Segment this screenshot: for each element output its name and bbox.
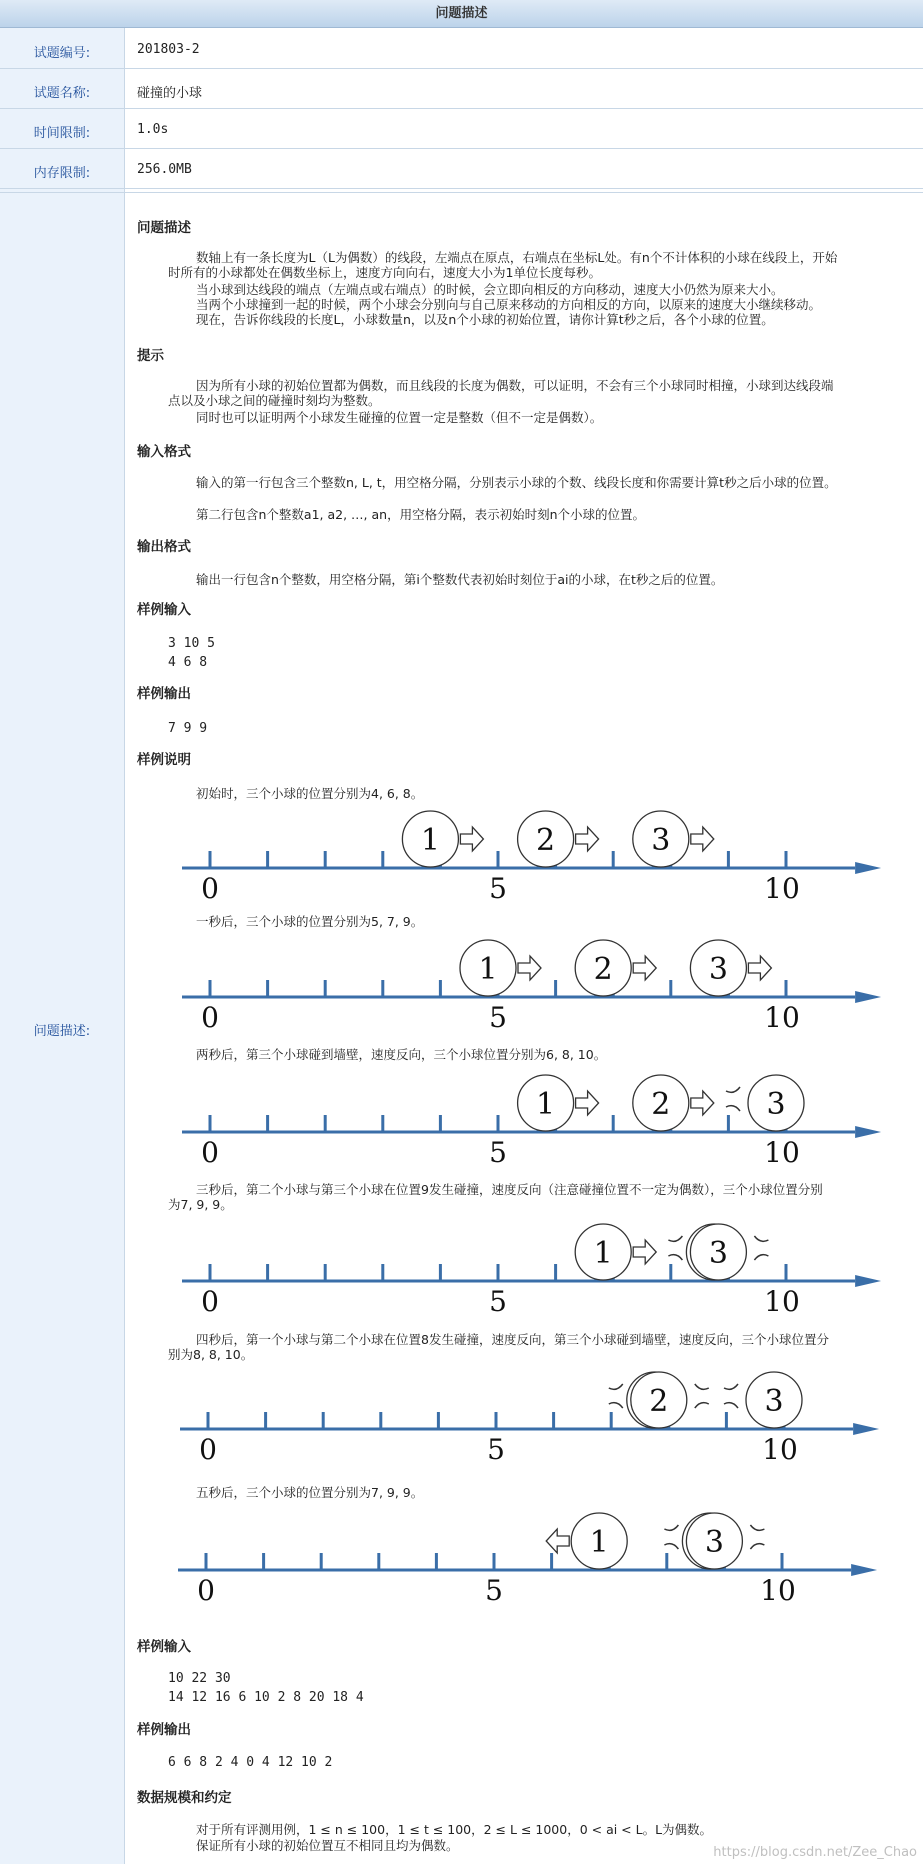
- axis-tick-label: 5: [487, 1433, 505, 1466]
- bounce-arrow: [724, 1384, 738, 1389]
- hint-line: 因为所有小球的初始位置都为偶数，而且线段的长度为偶数，可以证明，不会有三个小球同时相撞，小球到达线段端: [196, 378, 834, 393]
- bounce-arrow: [695, 1403, 709, 1408]
- axis-tick-label: 10: [764, 1001, 800, 1034]
- axis-tick-label: 0: [201, 1285, 219, 1318]
- section-hint-title: 提示: [137, 348, 164, 364]
- section-sample-output-title: 样例输出: [137, 686, 191, 702]
- info-label-name: 试题名称:: [33, 86, 91, 101]
- ball-label: 2: [593, 952, 613, 987]
- explain-caption: 三秒后，第二个小球与第三个小球在位置9发生碰撞，速度反向（注意碰撞位置不一定为偶数），三个小球位置分别: [196, 1182, 823, 1197]
- direction-arrow-left: [546, 1529, 569, 1553]
- bounce-arrow: [609, 1384, 623, 1389]
- sample-output-line: 7 9 9: [168, 721, 208, 736]
- direction-arrow-right: [633, 956, 656, 980]
- info-label-time: 时间限制:: [33, 126, 91, 141]
- bounce-arrow: [664, 1525, 678, 1530]
- bounce-arrow: [668, 1236, 682, 1241]
- axis-tick-label: 10: [764, 1136, 800, 1169]
- sample-input2-line: 10 22 30: [168, 1671, 231, 1686]
- axis-arrowhead: [851, 1564, 877, 1576]
- ball-label: 3: [704, 1525, 724, 1560]
- axis-tick-label: 10: [764, 872, 800, 905]
- section-sample-input2-title: 样例输入: [137, 1639, 191, 1655]
- axis-tick-label: 0: [201, 1136, 219, 1169]
- ball-label: 3: [708, 1236, 728, 1271]
- section-scale-title: 数据规模和约定: [137, 1790, 232, 1806]
- desc-line: 当两个小球撞到一起的时候，两个小球会分别向与自己原来移动的方向相反的方向，以原来的速度大小继续移动。: [196, 297, 822, 312]
- direction-arrow-right: [576, 1091, 599, 1115]
- axis-tick-label: 10: [760, 1574, 796, 1607]
- bounce-arrow: [754, 1255, 768, 1260]
- info-value-time: 1.0s: [137, 122, 169, 137]
- direction-arrow-right: [633, 1240, 656, 1264]
- axis-tick-label: 5: [489, 1136, 507, 1169]
- sample-output2-line: 6 6 8 2 4 0 4 12 10 2: [168, 1755, 333, 1770]
- bounce-arrow: [609, 1403, 623, 1408]
- bounce-arrow: [695, 1384, 709, 1389]
- axis-arrowhead: [855, 1275, 881, 1287]
- hint-line: 同时也可以证明两个小球发生碰撞的位置一定是整数（但不一定是偶数）。: [196, 410, 603, 425]
- bounce-arrow: [668, 1255, 682, 1260]
- hint-line: 点以及小球之间的碰撞时刻均为整数。: [168, 393, 381, 408]
- ball-label: 2: [651, 1087, 671, 1122]
- explain-caption: 四秒后，第一个小球与第二个小球在位置8发生碰撞，速度反向，第三个小球碰到墙壁，速度反向，三个小球位置分: [196, 1332, 829, 1347]
- bounce-arrow: [726, 1106, 740, 1111]
- axis-tick-label: 0: [201, 872, 219, 905]
- axis-tick-label: 0: [199, 1433, 217, 1466]
- axis-tick-label: 0: [197, 1574, 215, 1607]
- axis-tick-label: 10: [764, 1285, 800, 1318]
- axis-tick-label: 10: [762, 1433, 798, 1466]
- axis-arrowhead: [855, 991, 881, 1003]
- direction-arrow-right: [691, 827, 714, 851]
- sample-input-line: 3 10 5: [168, 636, 215, 651]
- bounce-arrow: [726, 1087, 740, 1092]
- bounce-arrow: [750, 1525, 764, 1530]
- section-input-title: 输入格式: [137, 444, 191, 460]
- explain-caption: 初始时，三个小球的位置分别为4, 6, 8。: [196, 786, 424, 801]
- section-sample-input-title: 样例输入: [137, 602, 191, 618]
- main-label: 问题描述:: [33, 1024, 91, 1039]
- axis-tick-label: 5: [489, 1001, 507, 1034]
- explain-caption: 为7, 9, 9。: [168, 1197, 233, 1212]
- section-sample-output2-title: 样例输出: [137, 1722, 191, 1738]
- direction-arrow-right: [460, 827, 483, 851]
- section-output-title: 输出格式: [137, 539, 191, 555]
- direction-arrow-right: [576, 827, 599, 851]
- bounce-arrow: [750, 1544, 764, 1549]
- desc-line: 现在，告诉你线段的长度L，小球数量n，以及n个小球的初始位置，请你计算t秒之后，各个小球的位置。: [196, 312, 774, 327]
- info-label-id: 试题编号:: [33, 46, 91, 61]
- desc-line: 数轴上有一条长度为L（L为偶数）的线段，左端点在原点，右端点在坐标L处。有n个不计体积的小球在线段上，开始: [196, 250, 838, 265]
- ball-label: 1: [593, 1236, 613, 1271]
- direction-arrow-right: [748, 956, 771, 980]
- axis-arrowhead: [855, 1126, 881, 1138]
- ball-label: 3: [651, 823, 671, 858]
- scale-line: 保证所有小球的初始位置互不相同且均为偶数。: [196, 1838, 459, 1853]
- explain-caption: 别为8, 8, 10。: [168, 1347, 254, 1362]
- bounce-arrow: [724, 1403, 738, 1408]
- desc-line: 时所有的小球都处在偶数坐标上，速度方向向右，速度大小为1单位长度每秒。: [168, 265, 601, 280]
- input-line: 第二行包含n个整数a1, a2, …, an，用空格分隔，表示初始时刻n个小球的位置。: [196, 507, 645, 522]
- bounce-arrow: [754, 1236, 768, 1241]
- direction-arrow-right: [691, 1091, 714, 1115]
- ball-label: 1: [478, 952, 498, 987]
- ball-label: 2: [536, 823, 556, 858]
- ball-label: 3: [766, 1087, 786, 1122]
- explain-caption: 两秒后，第三个小球碰到墙壁，速度反向，三个小球位置分别为6, 8, 10。: [196, 1047, 607, 1062]
- axis-arrowhead: [853, 1423, 879, 1435]
- ball-label: 3: [764, 1384, 784, 1419]
- ball-label: 3: [708, 952, 728, 987]
- sample-input-line: 4 6 8: [168, 655, 208, 670]
- direction-arrow-right: [518, 956, 541, 980]
- output-line: 输出一行包含n个整数，用空格分隔，第i个整数代表初始时刻位于ai的小球，在t秒之后的位置。: [196, 572, 724, 587]
- info-value-name: 碰撞的小球: [137, 86, 203, 101]
- watermark: https://blog.csdn.net/Zee_Chao: [713, 1845, 917, 1860]
- section-explain-title: 样例说明: [137, 752, 191, 768]
- axis-tick-label: 5: [485, 1574, 503, 1607]
- ball-label: 1: [536, 1087, 556, 1122]
- scale-line: 对于所有评测用例，1 ≤ n ≤ 100，1 ≤ t ≤ 100，2 ≤ L ≤ 1000，0 < ai < L。L为偶数。: [196, 1822, 713, 1837]
- axis-arrowhead: [855, 862, 881, 874]
- bounce-arrow: [664, 1544, 678, 1549]
- explain-caption: 一秒后，三个小球的位置分别为5, 7, 9。: [196, 914, 424, 929]
- explain-caption: 五秒后，三个小球的位置分别为7, 9, 9。: [196, 1485, 424, 1500]
- info-label-memory: 内存限制:: [33, 166, 91, 181]
- ball-label: 1: [589, 1525, 609, 1560]
- input-line: 输入的第一行包含三个整数n, L, t，用空格分隔，分别表示小球的个数、线段长度和你需要计算t秒之后小球的位置。: [196, 475, 837, 490]
- desc-line: 当小球到达线段的端点（左端点或右端点）的时候，会立即向相反的方向移动，速度大小仍然为原来大小。: [196, 282, 784, 297]
- section-description-title: 问题描述: [137, 220, 191, 236]
- ball-label: 2: [649, 1384, 669, 1419]
- axis-tick-label: 5: [489, 872, 507, 905]
- info-value-id: 201803-2: [137, 42, 200, 57]
- ball-label: 1: [420, 823, 440, 858]
- axis-tick-label: 5: [489, 1285, 507, 1318]
- sample-input2-line: 14 12 16 6 10 2 8 20 18 4: [168, 1690, 364, 1705]
- info-value-memory: 256.0MB: [137, 162, 192, 177]
- axis-tick-label: 0: [201, 1001, 219, 1034]
- header-title: 问题描述: [435, 6, 488, 21]
